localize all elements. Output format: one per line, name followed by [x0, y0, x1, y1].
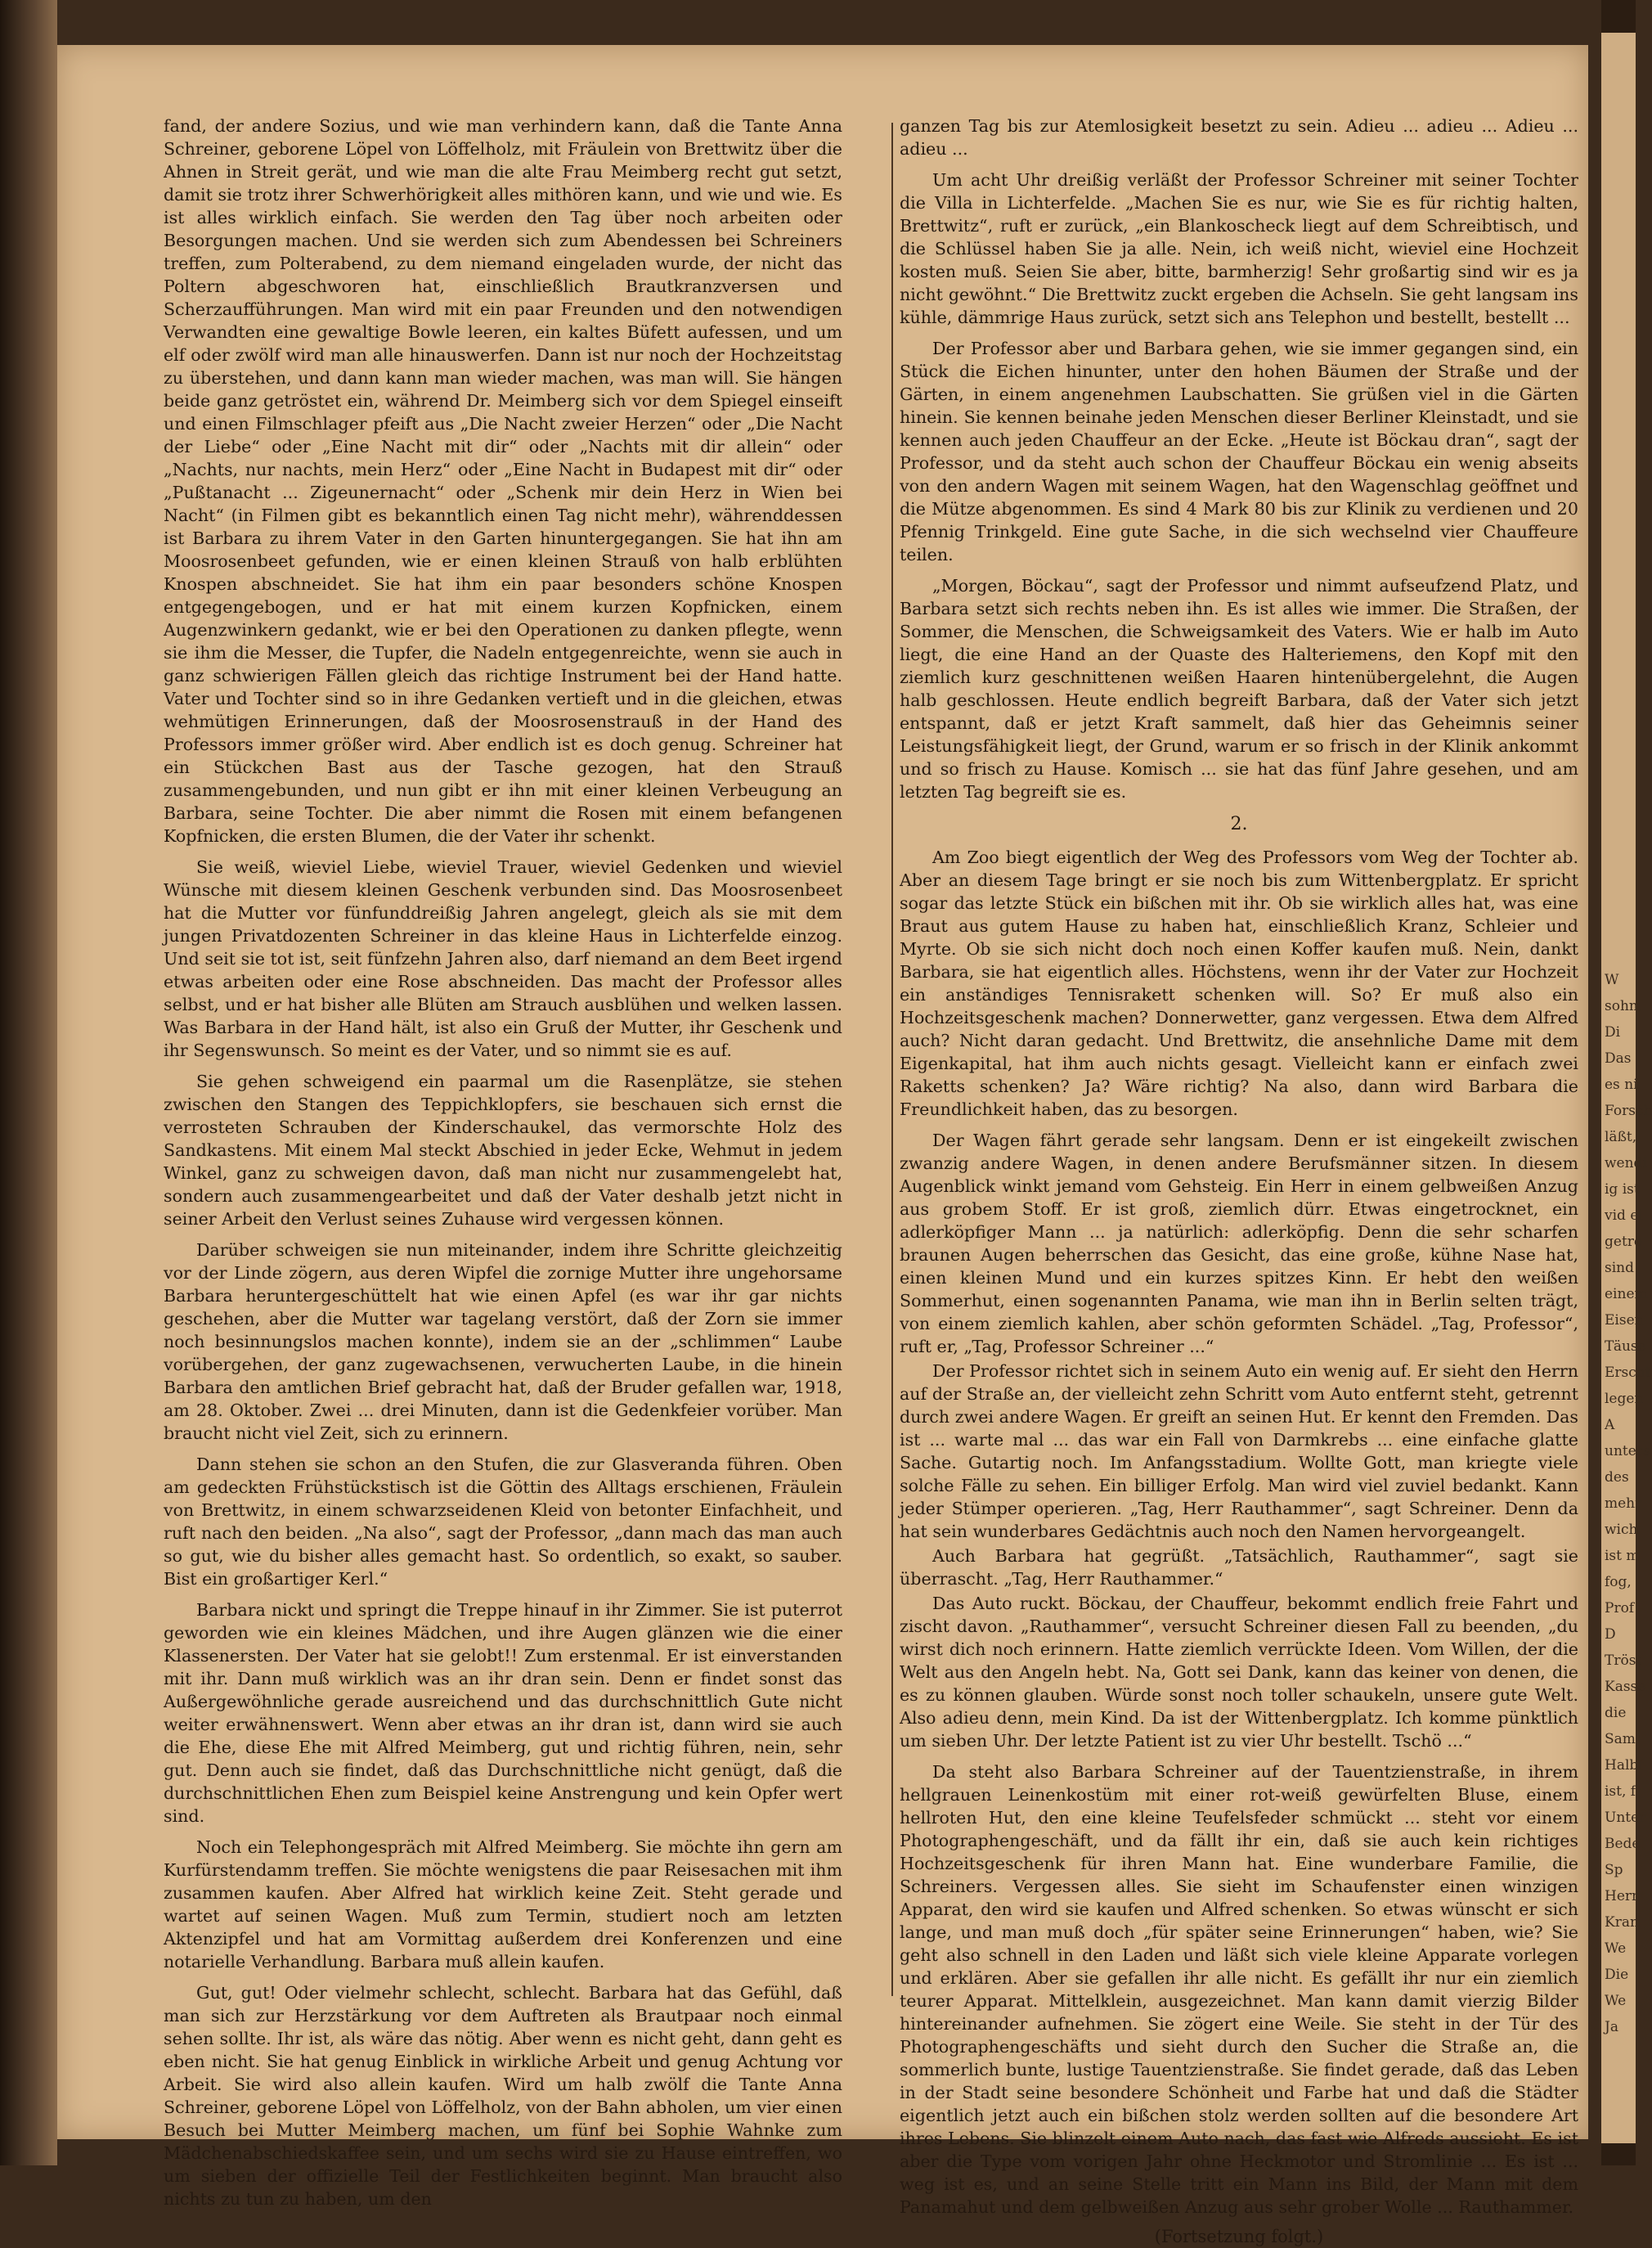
- adjacent-text-fragment: die: [1605, 1705, 1627, 1721]
- adjacent-text-fragment: einem: [1605, 1286, 1648, 1302]
- paragraph: ganzen Tag bis zur Atemlosigkeit besetzt zu sein. Adieu ... adieu ... Adieu ... adieu ...: [900, 116, 1578, 159]
- adjacent-text-fragment: W: [1605, 972, 1619, 988]
- adjacent-text-fragment: Di: [1605, 1024, 1621, 1041]
- continuation-note: (Fortsetzung folgt.): [1154, 2227, 1324, 2246]
- adjacent-text-fragment: Halbf: [1605, 1757, 1644, 1774]
- adjacent-text-fragment: Tröst: [1605, 1652, 1642, 1669]
- adjacent-text-fragment: ist, f: [1605, 1783, 1636, 1800]
- adjacent-text-fragment: A: [1605, 1417, 1615, 1433]
- adjacent-text-fragment: We: [1605, 1940, 1627, 1957]
- paragraph: Am Zoo biegt eigentlich der Weg des Professors vom Weg der Tochter ab. Aber an diesem Tage bringt er sie noch bis zum Wittenbergplatz. Er spricht sogar das letzte Stück ein bißchen mit ihr. Ob sie wirklich alles hat, was eine Braut aus gutem Hause zu haben hat, einschließlich Kranz, Schleier und Myrte. Ob sie sich nicht doch noch einen Koffer kaufen muß. Nein, dankt Barbara, sie hat eigentlich alles. Höchstens, wenn ihr der Vater zur Hochzeit ein anständiges Tennisrakett schenken will. So? Er muß also ein Hochzeitsgeschenk machen? Donnerwetter, ganz vergessen. Etwa dem Alfred auch? Nicht daran gedacht. Und Brettwitz, die ansehnliche Dame mit dem Eigenkapital, hat ihm auch nichts gesagt. Vielleicht kann er einfach zwei Raketts schenken? Ja? Wäre richtig? Na also, dann wird Barbara die Freundlichkeit haben, das zu besorgen.: [900, 847, 1578, 1119]
- adjacent-text-fragment: Sp: [1605, 1862, 1623, 1878]
- paragraph: Dann stehen sie schon an den Stufen, die zur Glasveranda führen. Oben am gedeckten Frühstückstisch ist die Göttin des Alltags erschienen, Fräulein von Brettwitz, in einem schwarzseidenen Kleid von betonter Einfachheit, und ruft nach den beiden. „Na also“, sagt der Professor, „dann mach das man auch so gut, wie du bisher alles gemacht hast. So ordentlich, so exakt, so sauber. Bist ein großartiger Kerl.“: [164, 1454, 842, 1589]
- adjacent-text-fragment: sohn,: [1605, 998, 1643, 1014]
- adjacent-text-fragment: Ja: [1605, 2019, 1618, 2035]
- right-text-column: [900, 115, 1578, 2246]
- adjacent-text-fragment: mehr: [1605, 1495, 1642, 1512]
- adjacent-text-fragment: läßt,: [1605, 1129, 1637, 1145]
- paragraph: Der Professor aber und Barbara gehen, wie sie immer gegangen sind, ein Stück die Eichen hinunter, unter den hohen Bäumen der Straße und der Gärten, in einem angenehmen Laubschatten. Sie grüßen viel in die Gärten hinein. Sie kennen beinahe jeden Menschen dieser Berliner Kleinstadt, und sie kennen auch jeden Chauffeur an der Ecke. „Heute ist Böckau dran“, sagt der Professor, und da steht auch schon der Chauffeur Böckau ein wenig abseits von den andern Wagen mit seinem Wagen, hat den Wagenschlag geöffnet und die Mütze abgenommen. Es sind 4 Mark 80 bis zur Klinik zu verdienen und 20 Pfennig Trinkgeld. Eine gute Sache, in die sich wechselnd vier Chauffeure teilen.: [900, 339, 1578, 564]
- adjacent-text-fragment: es ni: [1605, 1077, 1638, 1093]
- paragraph: Darüber schweigen sie nun miteinander, indem ihre Schritte gleichzeitig vor der Linde zögern, aus deren Wipfel die zornige Mutter ihre ungehorsame Barbara heruntergeschüttelt hat wie einen Apfel (es war ihr gar nichts geschehen, aber die Mutter war tagelang verstört, daß der Zorn sie immer noch besinnungslos machen konnte), indem sie an der „schlimmen“ Laube vorübergehen, der ganz zugewachsenen, verwucherten Laube, in die hinein Barbara den amtlichen Brief gebracht hat, daß der Bruder gefallen war, 1918, am 28. Oktober. Zwei ... drei Minuten, dann ist die Gedenkfeier vorüber. Man braucht nicht viel Zeit, sich zu erinnern.: [164, 1240, 842, 1443]
- adjacent-text-fragment: Kran: [1605, 1914, 1639, 1931]
- paragraph: Der Wagen fährt gerade sehr langsam. Denn er ist eingekeilt zwischen zwanzig andere Wagen, in denen andere Berufsmänner sitzen. In diesem Augenblick winkt jemand vom Gehsteig. Ein Herr in einem gelbweißen Anzug aus grobem Stoff. Er ist groß, ziemlich dürr. Etwas eingetrocknet, ein adlerköpfiger Mann ... ja natürlich: adlerköpfig. Denn die sehr scharfen braunen Augen beherrschen das Gesicht, das eine große, kühne Nase hat, einen kleinen Mund und ein kurzes spitzes Kinn. Er hebt den weißen Sommerhut, einen sogenannten Panama, wie man ihn in Berlin selten trägt, von einem ziemlich kahlen, aber schön geformten Schädel. „Tag, Professor“, ruft er, „Tag, Professor Schreiner ...“: [900, 1131, 1578, 1356]
- paragraph: Um acht Uhr dreißig verläßt der Professor Schreiner mit seiner Tochter die Villa in Lichterfelde. „Machen Sie es nur, wie Sie es für richtig halten, Brettwitz“, ruft er zurück, „ein Blankoscheck liegt auf dem Schreibtisch, und die Schlüssel haben Sie ja alle. Nein, ich weiß nicht, wieviel eine Hochzeit kosten muß. Seien Sie aber, bitte, barmherzig! Sehr großartig sind wir es ja nicht gewöhnt.“ Die Brettwitz zuckt ergeben die Achseln. Sie geht langsam ins kühle, dämmrige Haus zurück, setzt sich ans Telephon und bestellt, bestellt ...: [900, 170, 1578, 327]
- paragraph: Barbara nickt und springt die Treppe hinauf in ihr Zimmer. Sie ist puterrot geworden wie ein kleines Mädchen, und ihre Augen glänzen wie die einer Klassenersten. Der Vater hat sie gelobt!! Zum erstenmal. Er ist einverstanden mit ihr. Dann muß wirklich was an ihr dran sein. Denn er findet sonst das Außergewöhnliche gerade ausreichend und das durchschnittlich Gute nicht weiter erwähnenswert. Wenn aber etwas an ihr dran ist, dann wird sie auch die Ehe, diese Ehe mit Alfred Meimberg, gut und richtig führen, nein, sehr gut. Denn auch sie findet, daß das Durchschnittliche nicht genügt, daß die durchschnittlichen Ehen zum Beispiel keine Anstrengung und kein Opfer wert sind.: [164, 1600, 842, 1826]
- adjacent-text-fragment: des: [1605, 1469, 1629, 1486]
- adjacent-text-fragment: We: [1605, 1993, 1627, 2009]
- paragraph: Noch ein Telephongespräch mit Alfred Meimberg. Sie möchte ihn gern am Kurfürstendamm treffen. Sie möchte wenigstens die paar Reisesachen mit ihm zusammen kaufen. Aber Alfred hat wirklich keine Zeit. Steht gerade und wartet auf seinen Wagen. Muß zum Termin, studiert noch am letzten Aktenzipfel und hat am Vormittag außerdem drei Konferenzen und eine notarielle Verhandlung. Barbara muß allein kaufen.: [164, 1837, 842, 1971]
- adjacent-text-fragment: ist m: [1605, 1548, 1640, 1564]
- adjacent-text-fragment: Das: [1605, 1050, 1632, 1067]
- adjacent-text-fragment: legen: [1605, 1391, 1644, 1407]
- adjacent-text-fragment: vid ei: [1605, 1207, 1643, 1224]
- paragraph: Gut, gut! Oder vielmehr schlecht, schlecht. Barbara hat das Gefühl, daß man sich zur Herzstärkung vor dem Auftreten als Brautpaar noch einmal sehen sollte. Ihr ist, als wäre das nötig. Aber wenn es nicht geht, dann geht es eben nicht. Sie hat genug Einblick in wirkliche Arbeit und genug Achtung vor Arbeit. Sie wird also allein kaufen. Wird um halb zwölf die Tante Anna Schreiner, geborene Löpel von Löffelholz, von der Bahn abholen, um vier einen Besuch bei Mutter Meimberg machen, um fünf bei Sophie Wahnke zum Mädchenabschiedskaffee sein, und um sechs wird sie zu Hause eintreffen, wo um sieben der offizielle Teil der Festlichkeiten beginnt. Man braucht also nichts zu tun zu haben, um den: [164, 1983, 842, 2209]
- adjacent-text-fragment: Bede: [1605, 1836, 1641, 1852]
- adjacent-text-fragment: fog,: [1605, 1574, 1632, 1590]
- paragraph: Das Auto ruckt. Böckau, der Chauffeur, bekommt endlich freie Fahrt und zischt davon. „Rauthammer“, versucht Schreiner diesen Fall zu beenden, „du wirst dich noch erinnern. Hatte ziemlich verrückte Ideen. Vom Willen, der die Welt aus den Angeln hebt. Na, Gott sei Dank, kann das keiner von denen, die es zu können glauben. Würde sonst noch toller schaukeln, unsere gute Welt. Also adieu denn, mein Kind. Da ist der Wittenbergplatz. Ich komme pünktlich um sieben Uhr. Der letzte Patient ist zu vier Uhr bestellt. Tschö ...“: [900, 1594, 1578, 1751]
- paragraph: „Morgen, Böckau“, sagt der Professor und nimmt aufseufzend Platz, und Barbara setzt sich rechts neben ihn. Es ist alles wie immer. Die Straßen, der Sommer, die Menschen, die Schweigsamkeit des Vaters. Wie er halb im Auto liegt, die eine Hand an der Quaste des Halteriemens, den Kopf mit den ziemlich kurz geschnittenen weißen Haaren hintenübergelehnt, die Augen halb geschlossen. Heute endlich begreift Barbara, daß der Vater sich jetzt entspannt, daß er jetzt Kraft sammelt, daß hier das Geheimnis seiner Leistungsfähigkeit liegt, der Grund, warum er so frisch in der Klinik ankommt und so frisch zu Hause. Komisch ... sie hat das fünf Jahre gesehen, und am letzten Tag begreift sie es.: [900, 576, 1578, 802]
- adjacent-text-fragment: ig ist: [1605, 1181, 1640, 1198]
- column-divider: [891, 123, 893, 1996]
- adjacent-text-fragment: unters: [1605, 1443, 1650, 1459]
- adjacent-text-fragment: sind: [1605, 1260, 1634, 1276]
- paragraph: Sie weiß, wieviel Liebe, wieviel Trauer, wieviel Gedenken und wieviel Wünsche mit diesem kleinen Geschenk verbunden sind. Das Moosrosenbeet hat die Mutter vor fünfunddreißig Jahren angelegt, gleich als sie mit dem jungen Privatdozenten Schreiner in das kleine Haus in Lichterfelde einzog. Und seit sie tot ist, seit fünfzehn Jahren also, darf niemand an dem Beet irgend etwas arbeiten oder eine Rose abschneiden. Das macht der Professor alles selbst, und er hat bisher alle Blüten am Strauch ausblühen und welken lassen. Was Barbara in der Hand hält, ist also ein Gruß der Mutter, ihr Geschenk und ihr Segenswunsch. So meint es der Vater, und so nimmt sie es auf.: [164, 857, 842, 1060]
- paragraph: Da steht also Barbara Schreiner auf der Tauentzienstraße, in ihrem hellgrauen Leinenkostüm mit einer rot-weiß gewürfelten Bluse, einem hellroten Hut, den eine kleine Teufelsfeder schmückt ... steht vor einem Photographengeschäft, und da fällt ihr ein, daß sie auch kein richtiges Hochzeitsgeschenk für ihren Mann hat. Eine wunderbare Familie, die Schreiners. Vergessen alles. Sie sieht im Schaufenster einen winzigen Apparat, den wird sie kaufen und Alfred schenken. So etwas wünscht er sich lange, und man muß doch „für später seine Erinnerungen“ haben, wie? Sie geht also schnell in den Laden und läßt sich viele kleine Apparate vorlegen und erklären. Aber sie gefallen ihr alle nicht. Es gefällt ihr nur ein ziemlich teurer Apparat. Mittelklein, ausgezeichnet. Man kann damit vierzig Bilder hintereinander aufnehmen. Sie zögert eine Weile. Sie steht in der Tür des Photographengeschäfts und sieht durch den Sucher die Straße an, die sommerlich bunte, lustige Tauentzienstraße. Sie findet gerade, daß das Leben in der Stadt seine besondere Schönheit und Farbe hat und daß die Städter eigentlich jetzt auch ein bißchen stolz werden sollten auf die besondere Art ihres Lebens. Sie blinzelt einem Auto nach, das fast wie Alfreds aussieht. Es ist aber die Type vom vorigen Jahr ohne Heckmotor und Stromlinie ... Es ist ... weg ist es, und an seine Stelle tritt ein Mann ins Bild, der Mann mit dem Panamahut und dem gelbweißen Anzug aus sehr grober Wolle ... Rauthammer.: [900, 1762, 1578, 2217]
- adjacent-text-fragment: getro: [1605, 1234, 1643, 1250]
- adjacent-text-fragment: Herr: [1605, 1888, 1639, 1904]
- book-binding: [0, 0, 57, 2165]
- adjacent-text-fragment: wich: [1605, 1522, 1638, 1538]
- adjacent-text-fragment: Sam: [1605, 1731, 1636, 1747]
- adjacent-page-edge: [1601, 33, 1652, 2143]
- adjacent-text-fragment: Erscht: [1605, 1365, 1651, 1381]
- section-number: 2.: [1230, 814, 1248, 834]
- paragraph: Der Professor richtet sich in seinem Auto ein wenig auf. Er sieht den Herrn auf der Straße an, der vielleicht zehn Schritt vom Auto entfernt steht, getrennt durch zwei andere Wagen. Er greift an seinen Hut. Er kennt den Fremden. Das ist ... warte mal ... das war ein Fall von Darmkrebs ... eine einfache glatte Sache. Gutartig noch. Im Anfangsstadium. Wollte Gott, man kriegte viele solche Fälle zu sehen. Ein billiger Erfolg. Man wird viel zuviel bedankt. Kann jeder Stümper operieren. „Tag, Herr Rauthammer“, sagt Schreiner. Denn da hat sein wunderbares Gedächtnis auch noch den Namen hervorgeangelt.: [900, 1361, 1578, 1541]
- adjacent-text-fragment: Kasse: [1605, 1679, 1646, 1695]
- paragraph: Auch Barbara hat gegrüßt. „Tatsächlich, Rauthammer“, sagt sie überrascht. „Tag, Herr Rauthammer.“: [900, 1546, 1578, 1589]
- left-text-column: [164, 115, 842, 2209]
- adjacent-text-fragment: Prof: [1605, 1600, 1635, 1616]
- adjacent-text-fragment: Täuse: [1605, 1338, 1646, 1355]
- adjacent-text-fragment: Forsch: [1605, 1103, 1652, 1119]
- adjacent-text-fragment: wendi: [1605, 1155, 1647, 1171]
- paragraph: fand, der andere Sozius, und wie man verhindern kann, daß die Tante Anna Schreiner, geborene Löpel von Löffelholz, mit Fräulein von Brettwitz über die Ahnen in Streit gerät, und wie man die alte Frau Meimberg recht gut setzt, damit sie trotz ihrer Schwerhörigkeit alles mithören kann, und wie und wie. Es ist alles wirklich einfach. Sie werden den Tag über noch arbeiten oder Besorgungen machen. Und sie werden sich zum Abendessen bei Schreiners treffen, zum Polterabend, zu dem niemand eingeladen wurde, der nicht das Poltern abgeschworen hat, einschließlich Brautkranzversen und Scherzaufführungen. Man wird mit ein paar Freunden und den notwendigen Verwandten eine gewaltige Bowle leeren, ein kaltes Büfett aufessen, und um elf oder zwölf wird man alle hinauswerfen. Dann ist nur noch der Hochzeitstag zu überstehen, und dann kann man wieder machen, was man will. Sie hängen beide ganz getröstet ein, während Dr. Meimberg sich vor dem Spiegel einseift und einen Filmschlager pfeift aus „Die Nacht zweier Herzen“ oder „Die Nacht der Liebe“ oder „Eine Nacht mit dir“ oder „Nachts mit dir allein“ oder „Nachts, nur nachts, mein Herz“ oder „Eine Nacht in Budapest mit dir“ oder „Pußtanacht ... Zigeunernacht“ oder „Schenk mir dein Herz in Wien bei Nacht“ (in Filmen gibt es bekanntlich einen Tag nicht mehr), währenddessen ist Barbara zu ihrem Vater in den Garten hinuntergegangen. Sie hat ihn am Moosrosenbeet gefunden, wie er einen kleinen Strauß von halb erblühten Knospen abschneidet. Sie hat ihm ein paar besonders schöne Knospen entgegengebogen, und er hat mit einem kurzen Kopfnicken, einem Augenzwinkern gedankt, wie er bei den Operationen zu danken pflegte, wenn sie ihm die Messer, die Tupfer, die Nadeln entgegenreichte, wenn sie auch in ganz schwierigen Fällen gleich das richtige Instrument bei der Hand hatte. Vater und Tochter sind so in ihre Gedanken vertieft und in die gleichen, etwas wehmütigen Erinnerungen, daß der Moosrosenstrauß in der Hand des Professors immer größer wird. Aber endlich ist es doch genug. Schreiner hat ein Stückchen Bast aus der Tasche gezogen, hat den Strauß zusammengebunden, und nun gibt er ihn mit einer kleinen Verbeugung an Barbara, seine Tochter. Die aber nimmt die Rosen mit einem befangenen Kopfnicken, die ersten Blumen, die der Vater ihr schenkt.: [164, 116, 842, 846]
- adjacent-text-fragment: D: [1605, 1626, 1616, 1643]
- adjacent-text-fragment: Eisen: [1605, 1312, 1644, 1329]
- adjacent-text-fragment: Unter: [1605, 1810, 1646, 1826]
- paragraph: Sie gehen schweigend ein paarmal um die Rasenplätze, sie stehen zwischen den Stangen des Teppichklopfers, sie beschauen sich ernst die verrosteten Schrauben der Kinderschaukel, das vermorschte Holz des Sandkastens. Mit einem Mal steckt Abschied in jeder Ecke, Wehmut in jedem Winkel, ganz zu schweigen davon, daß man nicht nur zusammengelebt hat, sondern auch zusammengearbeitet und daß der Vater deshalb jetzt nicht in seiner Arbeit den Verlust seines Zuhause wird vergessen können.: [164, 1072, 842, 1229]
- adjacent-text-fragment: Die: [1605, 1967, 1629, 1983]
